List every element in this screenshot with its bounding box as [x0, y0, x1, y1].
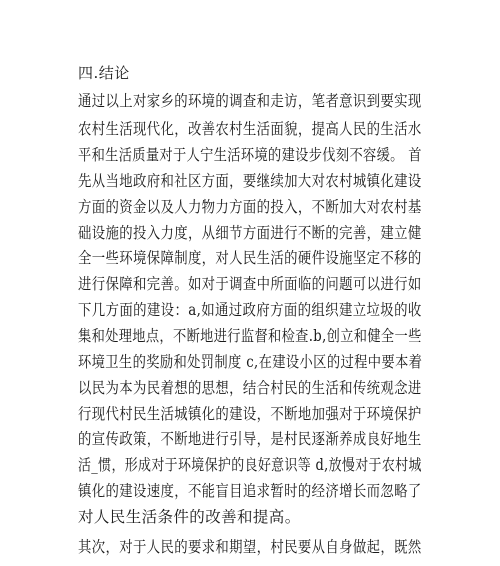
paragraph-line: 活_惯，形成对于环境保护的良好意识等 d,放慢对于农村城	[78, 456, 422, 474]
paragraph-line: 对人民生活条件的改善和提高。	[78, 508, 301, 526]
paragraph-line: 平和生活质量对于人宁生活环境的建设步伐刻不容缓。 首	[78, 146, 422, 164]
paragraph-line: 通过以上对家乡的环境的调查和走访，笔者意识到要实现	[78, 92, 422, 110]
section-heading: 四.结论	[78, 64, 130, 82]
paragraph-line: 础设施的投入力度，从细节方面进行不断的完善，建立健	[78, 224, 422, 242]
paragraph-line: 农村生活现代化，改善农村生活面貌，提高人民的生活水	[78, 120, 422, 138]
paragraph-line: 镇化的建设速度，不能盲目追求暂时的经济增长而忽略了	[78, 482, 422, 500]
paragraph-line: 全一些环境保障制度，对人民生活的硬件设施坚定不移的	[78, 249, 422, 267]
paragraph-line: 的宣传政策，不断地进行引导，是村民逐渐养成良好地生	[78, 430, 422, 448]
paragraph-line: 下几方面的建设：a,如通过政府方面的组织建立垃圾的收	[78, 301, 422, 319]
paragraph-line: 进行保障和完善。如对于调查中所面临的问题可以进行如	[78, 275, 422, 293]
paragraph-line: 其次，对于人民的要求和期望，村民要从自身做起，既然	[78, 538, 422, 556]
paragraph-line: 先从当地政府和社区方面，要继续加大对农村城镇化建设	[78, 172, 422, 190]
paragraph-line: 以民为本为民着想的思想，结合村民的生活和传统观念进	[78, 379, 422, 397]
paragraph-line: 方面的资金以及人力物力方面的投入，不断加大对农村基	[78, 198, 422, 216]
paragraph-line: 行现代村民生活城镇化的建设，不断地加强对于环境保护	[78, 405, 422, 423]
paragraph-line: 集和处理地点，不断地进行监督和检查.b,创立和健全一些	[78, 327, 422, 345]
paragraph-line: 环境卫生的奖励和处罚制度 c,在建设小区的过程中要本着	[78, 353, 423, 371]
